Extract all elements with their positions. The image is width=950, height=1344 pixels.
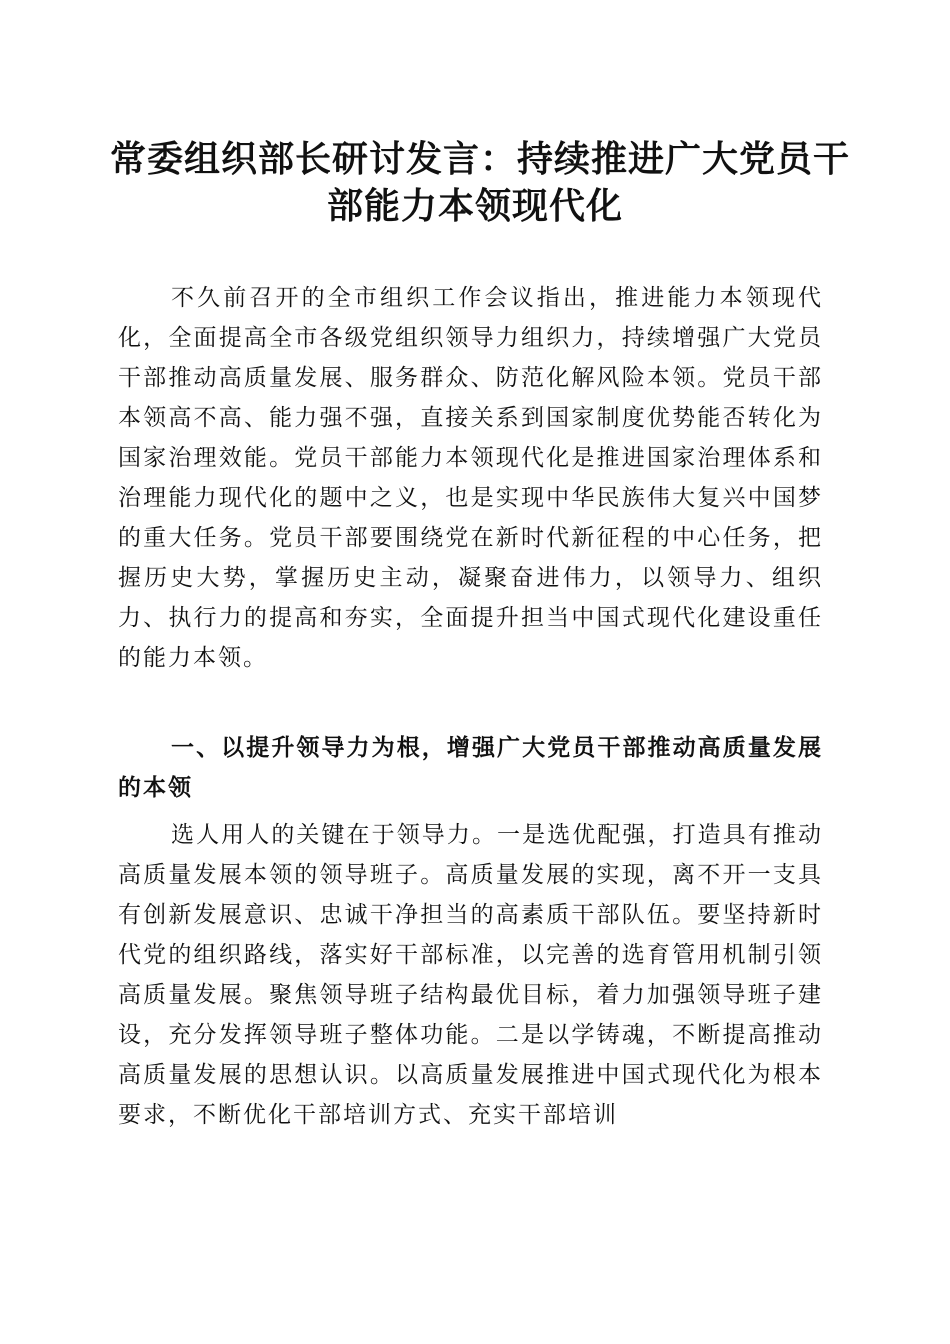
document-title-line-1: 常委组织部长研讨发言：持续推进广大党员干 <box>110 138 851 180</box>
section-1-heading: 一、以提升领导力为根，增强广大党员干部推动高质量发展的本领 <box>118 735 823 801</box>
section-1-paragraph: 选人用人的关键在于领导力。一是选优配强，打造具有推动高质量发展本领的领导班子。高质量发展的实现，离不开一支具有创新发展意识、忠诚干净担当的高素质干部队伍。要坚持新时代党的组织路线，落实好干部标准，以完善的选育管用机制引领高质量发展。聚焦领导班子结构最优目标，着力加强领导班子建设，充分发挥领导班子整体功能。二是以学铸魂，不断提高推动高质量发展的思想认识。以高质量发展推进中国式现代化为根本要求，不断优化干部培训方式、充实干部培训 <box>118 822 823 1128</box>
document-title-line-2: 部能力本领现代化 <box>326 185 623 227</box>
intro-paragraph: 不久前召开的全市组织工作会议指出，推进能力本领现代化，全面提高全市各级党组织领导力组织力，持续增强广大党员干部推动高质量发展、服务群众、防范化解风险本领。党员干部本领高不高、能力强不强，直接关系到国家制度优势能否转化为国家治理效能。党员干部能力本领现代化是推进国家治理体系和治理能力现代化的题中之义，也是实现中华民族伟大复兴中国梦的重大任务。党员干部要围绕党在新时代新征程的中心任务，把握历史大势，掌握历史主动，凝聚奋进伟力，以领导力、组织力、执行力的提高和夯实，全面提升担当中国式现代化建设重任的能力本领。 <box>118 285 823 671</box>
